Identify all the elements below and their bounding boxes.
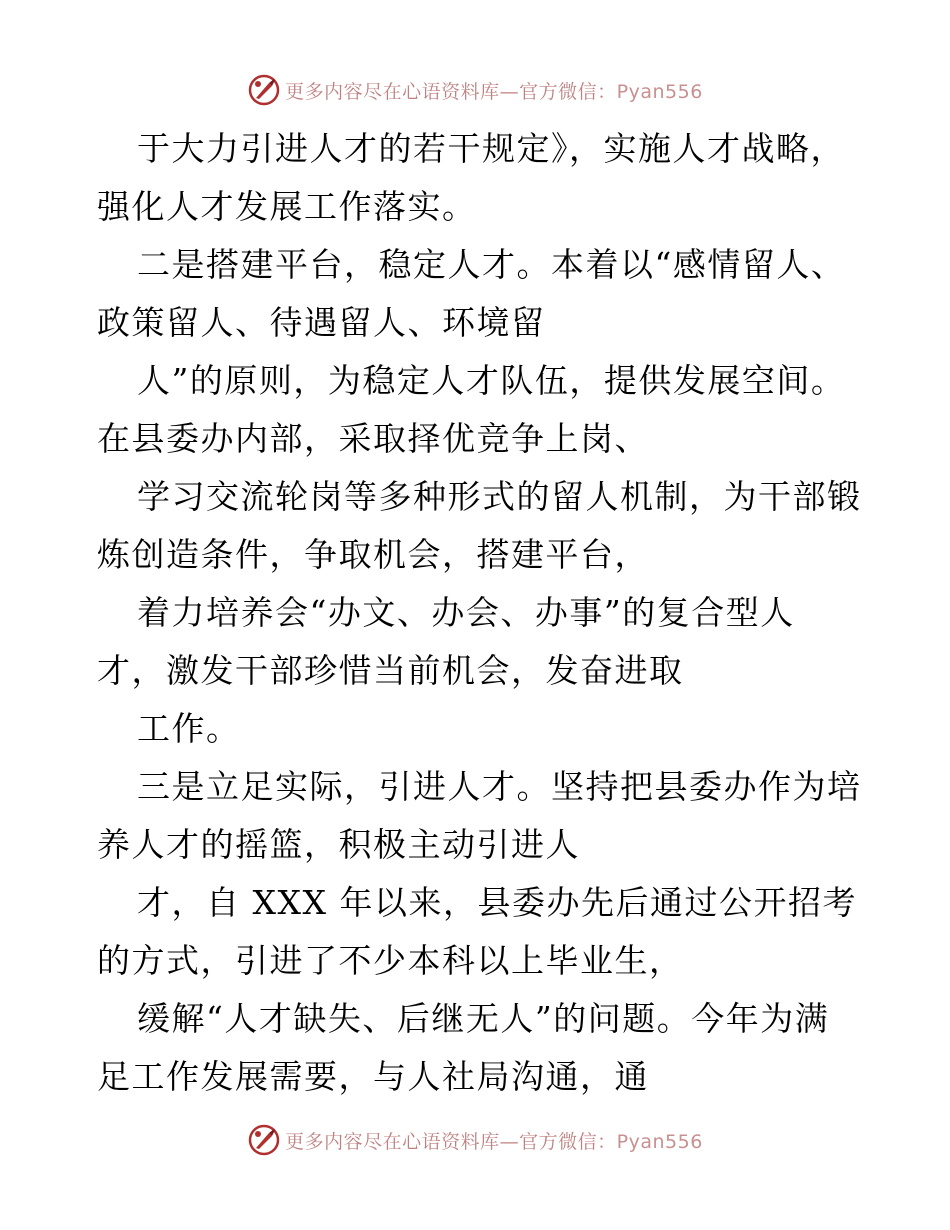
quill-pen-logo-icon (247, 1123, 281, 1157)
body-line: 人”的原则，为稳定人才队伍，提供发展空间。 (137, 361, 846, 400)
watermark-text (285, 1127, 703, 1154)
body-line: 强化人才发展工作落实。 (97, 187, 477, 226)
body-line: 工作。 (137, 709, 241, 748)
body-line: 才，激发干部珍惜当前机会，发奋进取 (97, 651, 684, 690)
body-line: 养人才的摇篮，积极主动引进人 (97, 825, 580, 864)
body-line: 才，自 XXX 年以来，县委办先后通过公开招考 (137, 883, 857, 922)
quill-pen-logo-icon (247, 73, 281, 107)
body-line: 政策留人、待遇留人、环境留 (97, 303, 546, 342)
watermark-group (247, 1123, 703, 1157)
watermark-wechat-id: Pyan556 (616, 1130, 703, 1153)
watermark-group (247, 73, 703, 107)
body-line: 三是立足实际，引进人才。坚持把县委办作为培 (137, 767, 862, 806)
header-watermark (0, 70, 950, 110)
body-line: 学习交流轮岗等多种形式的留人机制，为干部锻 (137, 477, 862, 516)
watermark-text (285, 77, 703, 104)
footer-watermark (0, 1120, 950, 1160)
body-line: 在县委办内部，采取择优竞争上岗、 (97, 419, 649, 458)
body-line: 的方式，引进了不少本科以上毕业生， (97, 941, 684, 980)
body-line: 二是搭建平台，稳定人才。本着以“感情留人、 (137, 245, 846, 284)
watermark-wechat-id: Pyan556 (616, 80, 703, 103)
body-line: 炼创造条件，争取机会，搭建平台， (97, 535, 649, 574)
body-line: 着力培养会“办文、办会、办事”的复合型人 (137, 593, 795, 632)
watermark-label: 更多内容尽在心语资料库—官方微信： (285, 1130, 617, 1153)
body-line: 足工作发展需要，与人社局沟通，通 (97, 1057, 649, 1096)
body-line: 缓解“人才缺失、后继无人”的问题。今年为满 (137, 999, 830, 1038)
body-line: 于大力引进人才的若干规定》，实施人才战略， (137, 129, 845, 168)
watermark-label: 更多内容尽在心语资料库—官方微信： (285, 80, 617, 103)
